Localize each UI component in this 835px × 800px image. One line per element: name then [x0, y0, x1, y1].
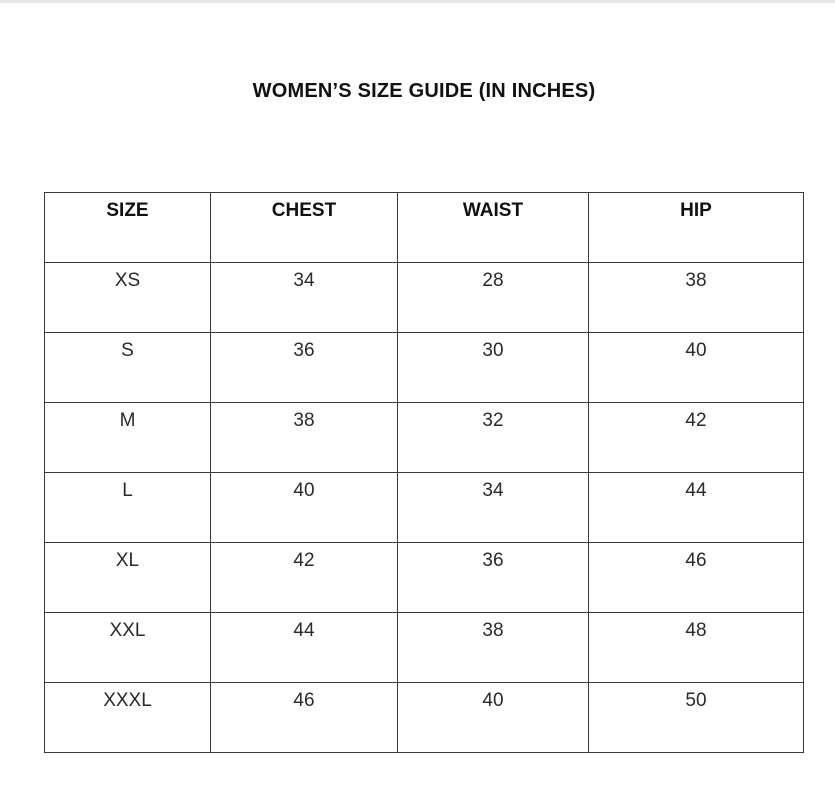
table-header-row — [45, 193, 804, 263]
size-guide-table — [44, 192, 804, 753]
hip-cell: 38 — [589, 263, 804, 333]
table-row — [45, 613, 804, 683]
size-cell: XL — [45, 543, 211, 613]
waist-cell: 30 — [398, 333, 589, 403]
size-cell: XXXL — [45, 683, 211, 753]
hip-cell: 46 — [589, 543, 804, 613]
chest-cell: 44 — [211, 613, 398, 683]
waist-cell: 34 — [398, 473, 589, 543]
column-header-waist: WAIST — [398, 193, 589, 263]
column-header-size: SIZE — [45, 193, 211, 263]
hip-cell: 40 — [589, 333, 804, 403]
chest-cell: 42 — [211, 543, 398, 613]
table-row — [45, 333, 804, 403]
chest-cell: 46 — [211, 683, 398, 753]
top-divider — [0, 0, 835, 3]
table-row — [45, 683, 804, 753]
hip-cell: 44 — [589, 473, 804, 543]
table-row — [45, 543, 804, 613]
chest-cell: 34 — [211, 263, 398, 333]
chest-cell: 38 — [211, 403, 398, 473]
size-cell: L — [45, 473, 211, 543]
table-row — [45, 403, 804, 473]
size-cell: M — [45, 403, 211, 473]
hip-cell: 42 — [589, 403, 804, 473]
column-header-hip: HIP — [589, 193, 804, 263]
hip-cell: 50 — [589, 683, 804, 753]
size-cell: XS — [45, 263, 211, 333]
column-header-chest: CHEST — [211, 193, 398, 263]
hip-cell: 48 — [589, 613, 804, 683]
chest-cell: 40 — [211, 473, 398, 543]
waist-cell: 38 — [398, 613, 589, 683]
waist-cell: 40 — [398, 683, 589, 753]
table-row — [45, 263, 804, 333]
table-row — [45, 473, 804, 543]
waist-cell: 32 — [398, 403, 589, 473]
waist-cell: 36 — [398, 543, 589, 613]
size-cell: S — [45, 333, 211, 403]
waist-cell: 28 — [398, 263, 589, 333]
page-title: WOMEN’S SIZE GUIDE (IN INCHES) — [252, 80, 596, 102]
chest-cell: 36 — [211, 333, 398, 403]
size-cell: XXL — [45, 613, 211, 683]
